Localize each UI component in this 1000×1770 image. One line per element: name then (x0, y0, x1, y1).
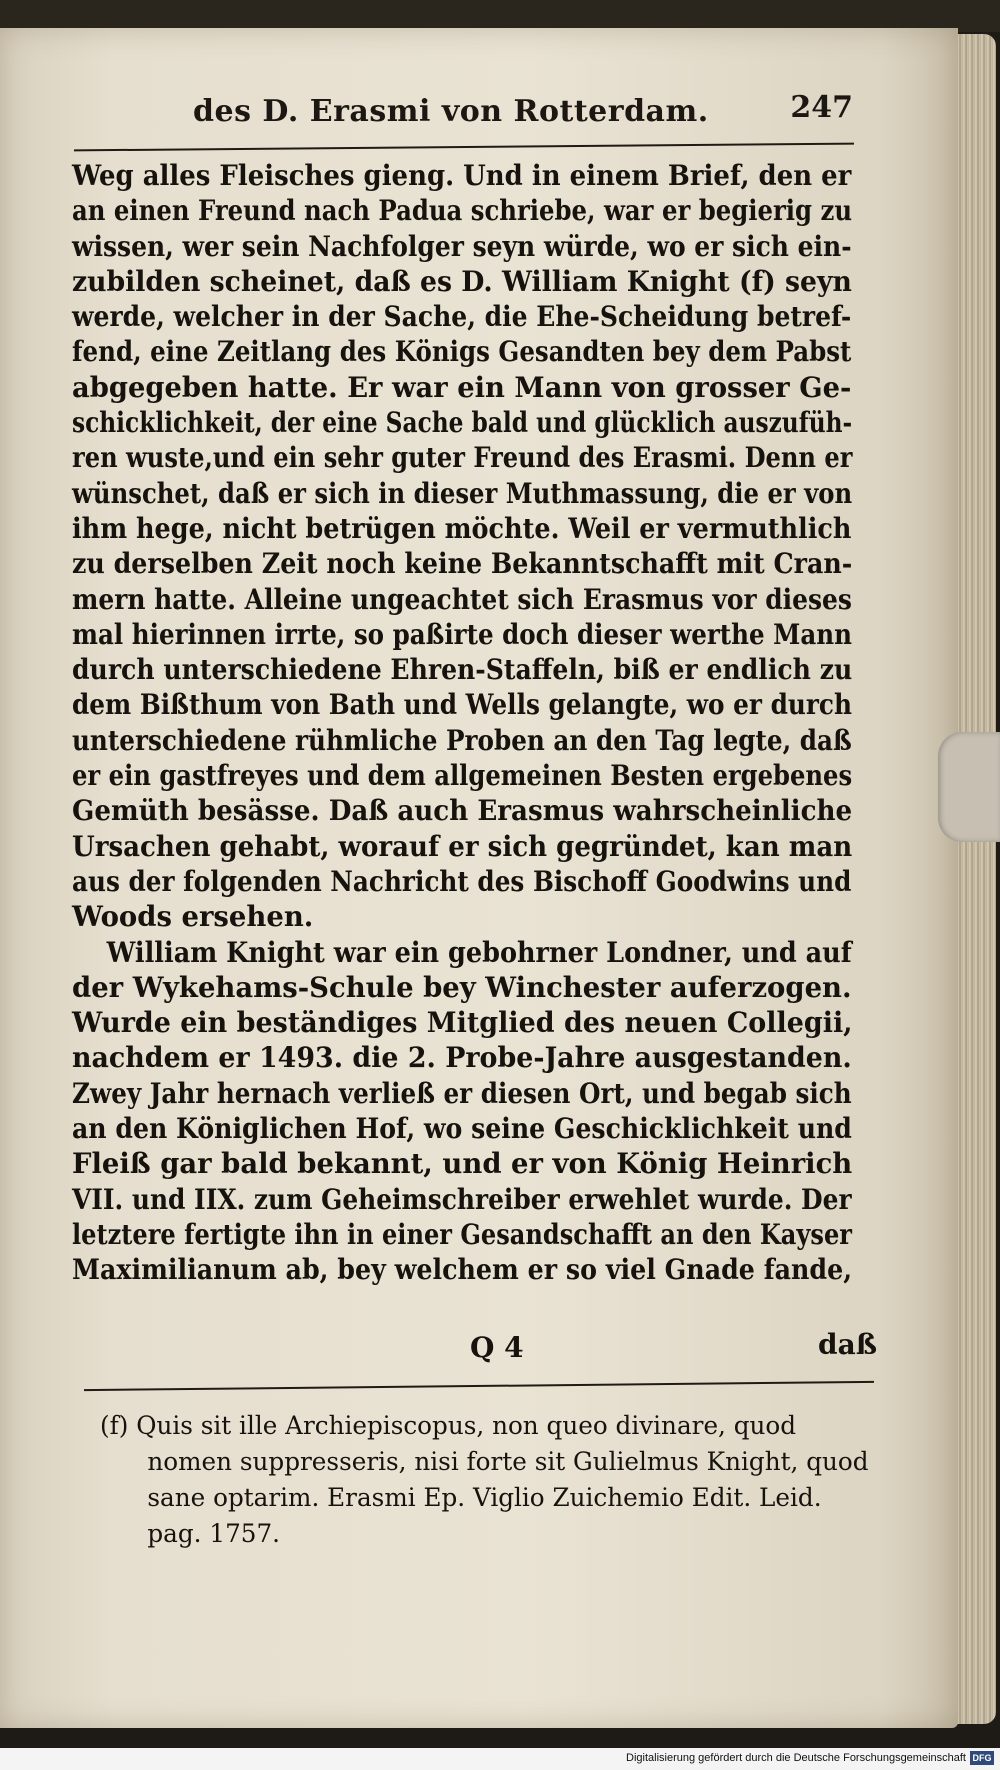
text-line: Ursachen gehabt, worauf er sich gegründet, kan man (72, 829, 853, 863)
text-line: an einen Freund nach Padua schriebe, war er begierig zu (72, 194, 853, 228)
dfg-logo-icon: DFG (970, 1751, 994, 1765)
footnote-line: sane optarim. Erasmi Ep. Viglio Zuichemio Edit. Leid. (147, 1483, 822, 1512)
page-clip-tab (938, 732, 1000, 842)
footnote-line: nomen suppresseris, nisi forte sit Gulielmus Knight, quod (147, 1447, 869, 1476)
footnote (100, 1408, 880, 1552)
text-line: ihm hege, nicht betrügen möchte. Weil er vermuthlich (72, 511, 852, 545)
text-line: er ein gastfreyes und dem allgemeinen Besten ergebenes (72, 759, 853, 793)
text-line: Wurde ein beständiges Mitglied des neuen Collegii, (72, 1006, 853, 1040)
book-page-edges (956, 34, 996, 1724)
text-line: Zwey Jahr hernach verließ er diesen Ort, und begab sich (72, 1076, 852, 1110)
credit-text: Digitalisierung gefördert durch die Deutsche Forschungsgemeinschaft (626, 1752, 966, 1764)
text-line: dem Bißthum von Bath und Wells gelangte, wo er durch (72, 688, 853, 722)
body-text (72, 158, 867, 1288)
text-line: werde, welcher in der Sache, die Ehe-Scheidung betref- (72, 300, 852, 334)
running-title: des D. Erasmi von Rotterdam. (193, 94, 709, 129)
text-line: fend, eine Zeitlang des Königs Gesandten bey dem Pabst (72, 335, 852, 369)
text-line: abgegeben hatte. Er war ein Mann von grosser Ge- (72, 370, 852, 404)
text-line: Gemüth besässe. Daß auch Erasmus wahrscheinliche (72, 794, 853, 828)
text-line: Maximilianum ab, bey welchem er so viel Gnade fande, (72, 1253, 853, 1287)
text-line: zubilden scheinet, daß es D. William Knight (f) seyn (72, 264, 852, 298)
text-line: ren wuste,und ein sehr guter Freund des Erasmi. Denn er (72, 441, 853, 475)
page-number: 247 (790, 90, 853, 125)
text-line: Fleiß gar bald bekannt, und er von König Heinrich (72, 1147, 853, 1181)
text-line: aus der folgenden Nachricht des Bischoff Goodwins und (72, 864, 852, 898)
signature-mark: Q 4 (470, 1331, 524, 1364)
text-line: Woods ersehen. (72, 900, 314, 934)
text-line: mern hatte. Alleine ungeachtet sich Erasmus vor dieses (72, 582, 852, 616)
text-line: Weg alles Fleisches gieng. Und in einem Brief, den er (72, 159, 852, 192)
text-line: letztere fertigte ihn in einer Gesandschafft an den Kayser (72, 1217, 852, 1251)
text-line: unterschiedene rühmliche Proben an den Tag legte, daß (72, 723, 852, 757)
text-line: schicklichkeit, der eine Sache bald und glücklich auszufüh- (72, 406, 853, 440)
text-line: der Wykehams-Schule bey Winchester auferzogen. (72, 970, 852, 1004)
text-line: wissen, wer sein Nachfolger seyn würde, wo er sich ein- (72, 229, 852, 263)
text-line: an den Königlichen Hof, wo seine Geschicklichkeit und (72, 1112, 852, 1146)
footnote-line: pag. 1757. (147, 1519, 281, 1548)
text-line: durch unterschiedene Ehren-Staffeln, biß er endlich zu (72, 653, 853, 687)
text-line: nachdem er 1493. die 2. Probe-Jahre ausgestanden. (72, 1041, 852, 1075)
text-line: VII. und IIX. zum Geheimschreiber erwehlet wurde. Der (72, 1182, 852, 1216)
text-line: zu derselben Zeit noch keine Bekanntschafft mit Cran- (72, 547, 853, 581)
footnote-line: (f) Quis sit ille Archiepiscopus, non queo divinare, quod (100, 1411, 797, 1440)
catchword: daß (818, 1328, 877, 1361)
running-header (193, 88, 853, 140)
text-line: William Knight war ein gebohrner Londner, und auf (106, 935, 852, 969)
text-line: mal hierinnen irrte, so paßirte doch dieser werthe Mann (72, 617, 852, 651)
text-line: wünschet, daß er sich in dieser Muthmassung, die er von (72, 476, 853, 510)
